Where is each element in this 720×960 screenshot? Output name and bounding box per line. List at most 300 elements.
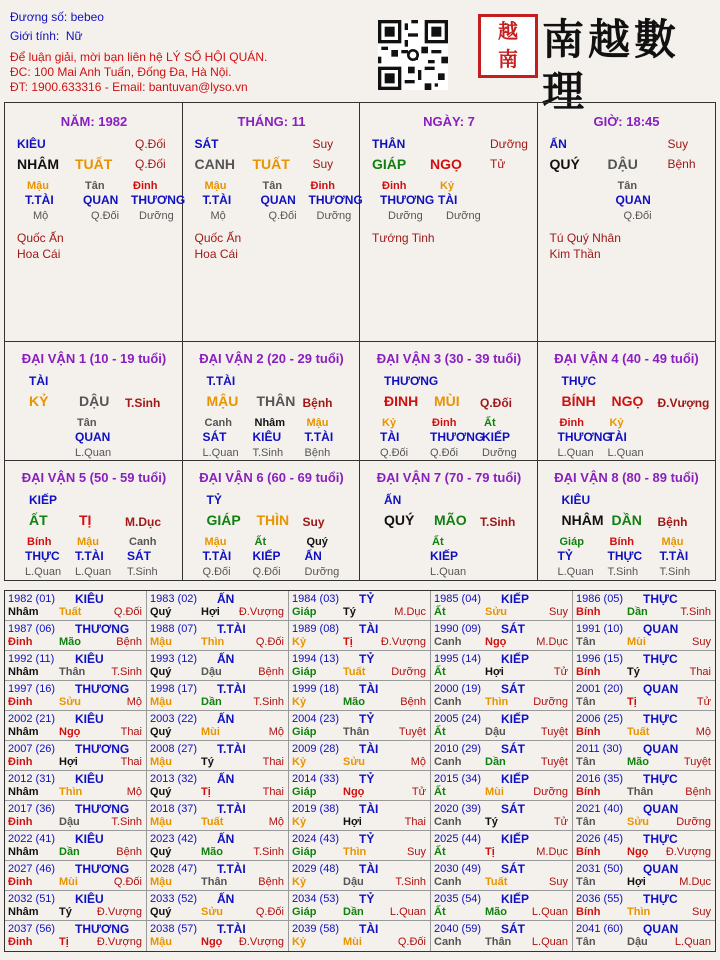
pillar-extra-star: Tướng Tinh [372, 231, 435, 245]
year-cell [147, 591, 289, 620]
year-star: SÁT [501, 802, 525, 816]
year-state: Mộ [268, 726, 284, 738]
year-label: 2006 (25) [576, 713, 624, 725]
year-branch: Tuất [485, 876, 508, 888]
year-branch: Dậu [485, 726, 506, 738]
year-state: T.Sinh [395, 876, 426, 888]
dai-van-stem: KỶ [29, 393, 49, 409]
dai-van-hidden-stem: Ất [484, 417, 496, 429]
year-label: 2022 (41) [8, 833, 56, 845]
year-stem: Canh [434, 636, 462, 648]
year-branch: Dần [59, 846, 80, 858]
year-cell [431, 801, 573, 830]
year-star: THƯƠNG [75, 682, 130, 696]
year-row [5, 771, 715, 801]
owner-name: Đương số: bebeo [10, 10, 104, 24]
year-branch: Tý [343, 606, 356, 618]
year-label: 2001 (20) [576, 683, 624, 695]
year-star: KIÊU [75, 652, 104, 666]
year-cell [5, 711, 147, 740]
year-branch: Dần [343, 906, 364, 918]
year-stem: Ất [434, 906, 446, 918]
year-branch: Mão [201, 846, 223, 858]
year-cell [431, 771, 573, 800]
year-star: THƯƠNG [75, 742, 130, 756]
year-branch: Ngọ [343, 786, 365, 798]
year-star: KIẾP [501, 712, 530, 726]
dai-van-branch: DẬU [79, 393, 110, 409]
year-star: ẤN [217, 712, 235, 726]
dai-van-title: ĐẠI VẬN 6 (60 - 69 tuổi) [199, 470, 344, 485]
year-state: Đ.Vượng [96, 936, 142, 948]
dai-van-star: KIÊU [561, 493, 591, 507]
pillars-row [5, 103, 715, 342]
dai-van-hidden-stem: Đinh [559, 417, 584, 429]
year-cell [147, 711, 289, 740]
hidden-state: Q.Đối [91, 210, 120, 222]
hidden-state: Mộ [210, 210, 226, 222]
year-stem: Nhâm [8, 726, 39, 738]
year-state: T.Sinh [111, 816, 142, 828]
year-label: 2037 (56) [8, 923, 56, 935]
year-state: Suy [549, 876, 568, 888]
dai-van-hidden-stem: Bính [609, 536, 634, 548]
year-stem: Canh [434, 816, 462, 828]
hidden-state: Dưỡng [139, 210, 174, 222]
hidden-state: Q.Đối [268, 210, 297, 222]
pillar-branch: DẬU [607, 156, 638, 172]
year-stem: Tân [576, 636, 596, 648]
year-state: Mộ [126, 696, 142, 708]
year-stem: Tân [576, 816, 596, 828]
pillar-title: NĂM: 1982 [60, 114, 128, 129]
year-star: THƯƠNG [75, 922, 130, 936]
annual-luck-table [4, 590, 716, 952]
year-state: Mộ [410, 756, 426, 768]
pillar-stem: NHÂM [17, 156, 59, 172]
dai-van-star: KIẾP [29, 493, 58, 507]
year-star: KIÊU [75, 832, 104, 846]
dai-van-hidden-god: ẤN [304, 549, 322, 563]
dai-van-hidden-stem: Mậu [661, 536, 684, 548]
year-branch: Mão [343, 696, 365, 708]
year-label: 1997 (16) [8, 683, 56, 695]
dai-van-hidden-state: Dưỡng [304, 566, 340, 578]
dai-van-star: THỰC [561, 374, 597, 388]
dai-van-stem: ẤT [29, 512, 48, 528]
year-state: Bệnh [258, 666, 284, 678]
year-state: Đ.Vượng [238, 936, 284, 948]
hidden-stem: Mậu [27, 180, 49, 192]
year-star: T.TÀI [217, 802, 246, 816]
year-state: Tử [696, 696, 711, 708]
year-cell [289, 621, 431, 650]
year-branch: Hợi [485, 666, 504, 678]
year-branch: Ngọ [485, 636, 507, 648]
hidden-god: TÀI [438, 193, 458, 207]
dai-van-hidden-god: THỰC [607, 549, 643, 563]
year-label: 1992 (11) [8, 653, 55, 665]
hidden-state: Q.Đối [623, 210, 652, 222]
dai-van-hidden-stem: Kỷ [609, 417, 624, 429]
year-row [5, 891, 715, 921]
year-state: Đ.Vượng [665, 846, 711, 858]
year-state: M.Dục [536, 846, 568, 858]
dai-van-hidden-stem: Canh [204, 417, 232, 429]
year-star: T.TÀI [217, 742, 246, 756]
pillar-day [360, 103, 538, 342]
year-cell [289, 711, 431, 740]
year-state: T.Sinh [253, 696, 284, 708]
dai-van-hidden-stem: Canh [129, 536, 157, 548]
dai-van-stem: QUÝ [384, 512, 415, 528]
year-label: 2038 (57) [150, 923, 198, 935]
year-stem: Canh [434, 876, 462, 888]
pillar-branch-god: Q.Đối [135, 157, 166, 171]
year-star: KIÊU [75, 772, 104, 786]
hidden-stem: Mậu [204, 180, 227, 192]
dai-van-hidden-stem: Bính [27, 536, 52, 548]
dai-van-hidden-state: Q.Đối [380, 447, 409, 459]
year-cell [147, 891, 289, 920]
year-stem: Nhâm [8, 786, 39, 798]
year-row [5, 621, 715, 651]
year-cell [573, 681, 715, 710]
year-stem: Quý [150, 846, 172, 858]
year-cell [147, 801, 289, 830]
year-star: TÀI [359, 802, 379, 816]
year-stem: Mậu [150, 816, 172, 828]
year-star: TỶ [359, 832, 375, 846]
year-stem: Quý [150, 906, 172, 918]
year-star: ẤN [217, 592, 235, 606]
year-star: T.TÀI [217, 922, 246, 936]
gender-line [10, 29, 83, 44]
year-stem: Quý [150, 606, 172, 618]
dai-van-branch: DẦN [611, 512, 642, 528]
year-cell [289, 921, 431, 951]
year-star: TỶ [359, 592, 375, 606]
year-label: 2027 (46) [8, 863, 56, 875]
year-stem: Đinh [8, 816, 33, 828]
dai-van-hidden-state: T.Sinh [127, 566, 158, 578]
year-label: 2040 (59) [434, 923, 482, 935]
year-stem: Ất [434, 666, 446, 678]
year-state: Tuyệt [540, 756, 568, 768]
dai-van-hidden-state: T.Sinh [252, 447, 284, 459]
year-star: SÁT [501, 742, 525, 756]
dai-van-hidden-stem: Nhâm [254, 417, 286, 429]
year-cell [573, 771, 715, 800]
pillar-branch: TUẤT [75, 156, 113, 172]
year-branch: Thìn [627, 906, 651, 918]
year-cell [431, 591, 573, 620]
year-branch: Sửu [485, 606, 508, 618]
year-branch: Mùi [485, 786, 504, 798]
hidden-god: T.TÀI [25, 193, 54, 207]
year-label: 2011 (30) [576, 743, 623, 755]
hidden-god: QUAN [615, 193, 651, 207]
dai-van-hidden-stem: Ất [254, 536, 267, 548]
dai-van-hidden-state: L.Quan [557, 447, 594, 459]
year-branch: Tị [343, 636, 353, 648]
year-star: QUAN [643, 802, 679, 816]
year-label: 2020 (39) [434, 803, 482, 815]
year-cell [573, 921, 715, 951]
chart-grid [4, 102, 716, 581]
year-label: 2013 (32) [150, 773, 198, 785]
year-state: Q.Đối [113, 876, 142, 888]
dai-van-title: ĐẠI VẬN 7 (70 - 79 tuổi) [376, 470, 522, 485]
year-branch: Dậu [201, 666, 222, 678]
year-star: T.TÀI [217, 622, 246, 636]
year-state: Tuyệt [540, 726, 568, 738]
year-stem: Nhâm [8, 846, 39, 858]
year-stem: Tân [576, 936, 596, 948]
year-state: Suy [692, 906, 711, 918]
pillar-branch-god: Bệnh [667, 157, 696, 171]
year-cell [573, 801, 715, 830]
year-branch: Tị [59, 936, 69, 948]
dai-van-branch-god: Đ.Vượng [657, 396, 710, 410]
dai-van-branch-god: Q.Đối [480, 396, 512, 410]
year-star: KIẾP [501, 832, 530, 846]
year-state: Q.Đối [255, 906, 284, 918]
hidden-state: Mộ [33, 210, 49, 222]
year-stem: Kỷ [292, 936, 307, 948]
year-branch: Thân [485, 936, 512, 948]
year-label: 2016 (35) [576, 773, 624, 785]
year-branch: Sửu [627, 816, 650, 828]
year-stem: Giáp [292, 606, 317, 618]
dai-van-title: ĐẠI VẬN 3 (30 - 39 tuổi) [376, 351, 522, 366]
year-state: Tử [553, 816, 568, 828]
year-branch: Tuất [201, 816, 224, 828]
year-star: KIẾP [501, 592, 530, 606]
year-stem: Giáp [292, 846, 317, 858]
year-cell [147, 861, 289, 890]
year-star: THỰC [643, 892, 678, 906]
year-label: 1985 (04) [434, 593, 482, 605]
dai-van-hidden-state: L.Quan [25, 566, 62, 578]
year-cell [573, 891, 715, 920]
pillar-extra-star: Tú Quý Nhân [549, 231, 621, 245]
hidden-stem: Tân [262, 180, 283, 192]
year-label: 1999 (18) [292, 683, 340, 695]
dai-van-hidden-state: Q.Đối [252, 566, 281, 578]
pillar-title: GIỜ: 18:45 [593, 114, 660, 129]
year-stem: Kỷ [292, 696, 307, 708]
year-branch: Tị [485, 846, 495, 858]
pillar-extra-star: Hoa Cái [17, 247, 61, 261]
pillar-branch-god: Suy [312, 157, 334, 171]
year-branch: Thìn [201, 636, 225, 648]
dai-van-stem: ĐINH [384, 393, 419, 409]
year-state: Thai [689, 666, 711, 678]
dai-van-branch: NGỌ [611, 393, 644, 409]
year-state: L.Quan [389, 906, 426, 918]
year-branch: Thân [343, 726, 370, 738]
year-cell [147, 621, 289, 650]
qr-code-icon [378, 20, 448, 90]
year-star: TỶ [359, 892, 375, 906]
pillar-branch: NGỌ [430, 156, 462, 172]
year-branch: Dần [627, 606, 648, 618]
year-label: 2012 (31) [8, 773, 56, 785]
dai-van-hidden-god: TỶ [557, 549, 573, 563]
year-stem: Ất [434, 846, 446, 858]
year-state: Thai [404, 816, 426, 828]
hidden-god: QUAN [260, 193, 296, 207]
year-cell [289, 771, 431, 800]
year-label: 1998 (17) [150, 683, 198, 695]
year-label: 1991 (10) [576, 623, 624, 635]
year-star: KIÊU [75, 892, 104, 906]
pillar-stem-god: Suy [312, 137, 334, 151]
year-label: 1994 (13) [292, 653, 340, 665]
year-cell [5, 801, 147, 830]
year-cell [289, 801, 431, 830]
year-stem: Bính [576, 666, 601, 678]
dai-van-hidden-state: T.Sinh [607, 566, 639, 578]
dai-van-row-1 [5, 342, 715, 461]
year-state: Thai [262, 786, 284, 798]
year-star: ẤN [217, 892, 235, 906]
year-cell [289, 591, 431, 620]
year-label: 1990 (09) [434, 623, 482, 635]
year-label: 2036 (55) [576, 893, 624, 905]
year-state: Thai [262, 756, 284, 768]
red-seal-stamp: 越 南 [478, 14, 538, 78]
year-stem: Mậu [150, 876, 172, 888]
year-label: 2007 (26) [8, 743, 56, 755]
year-stem: Bính [576, 786, 601, 798]
year-stem: Bính [576, 606, 601, 618]
year-label: 2009 (28) [292, 743, 340, 755]
contact-note: Để luận giải, mời bạn liên hệ LÝ SỐ HỘI QUÁN. [10, 50, 268, 64]
year-cell [289, 651, 431, 680]
pillar-main-star: ẤN [549, 137, 567, 151]
year-label: 2026 (45) [576, 833, 624, 845]
year-cell [5, 921, 147, 951]
year-state: T.Sinh [253, 846, 284, 858]
year-label: 2014 (33) [292, 773, 340, 785]
year-cell [147, 921, 289, 951]
year-state: Bệnh [400, 696, 426, 708]
dai-van-hidden-god: T.TÀI [304, 430, 334, 444]
pillar-stem-god: Q.Đối [135, 137, 166, 151]
year-cell [5, 651, 147, 680]
year-star: THỰC [643, 832, 678, 846]
year-star: QUAN [643, 742, 679, 756]
year-stem: Giáp [292, 726, 317, 738]
year-label: 2008 (27) [150, 743, 198, 755]
year-branch: Hợi [201, 606, 220, 618]
dai-van-hidden-state: Dưỡng [482, 447, 517, 459]
year-stem: Canh [434, 756, 462, 768]
dai-van-hidden-stem: Mậu [306, 417, 329, 429]
year-stem: Bính [576, 846, 601, 858]
year-cell [147, 651, 289, 680]
year-row [5, 711, 715, 741]
year-star: THƯƠNG [75, 802, 130, 816]
dai-van-star: THƯƠNG [384, 374, 439, 388]
year-star: ẤN [217, 652, 235, 666]
hidden-god: THƯƠNG [131, 193, 186, 207]
year-label: 2033 (52) [150, 893, 198, 905]
year-cell [289, 681, 431, 710]
year-cell [289, 891, 431, 920]
year-star: SÁT [501, 862, 525, 876]
year-stem: Bính [576, 726, 601, 738]
year-cell [431, 651, 573, 680]
dai-van-hidden-god: KIẾP [482, 430, 511, 444]
year-branch: Ngọ [627, 846, 649, 858]
pillar-stem: GIÁP [372, 156, 407, 172]
year-stem: Kỷ [292, 876, 307, 888]
year-stem: Đinh [8, 696, 33, 708]
year-state: Đ.Vượng [238, 606, 284, 618]
year-branch: Thân [627, 786, 654, 798]
hidden-state: Dưỡng [446, 210, 481, 222]
hidden-stem: Đinh [382, 180, 407, 192]
year-cell [5, 621, 147, 650]
year-state: Mộ [126, 786, 142, 798]
year-stem: Tân [576, 696, 596, 708]
year-label: 2000 (19) [434, 683, 482, 695]
dai-van-hidden-state: L.Quan [202, 447, 239, 459]
dai-van-hidden-state: L.Quan [75, 566, 112, 578]
year-row [5, 741, 715, 771]
year-label: 2039 (58) [292, 923, 340, 935]
year-state: Đ.Vượng [96, 906, 142, 918]
year-star: THƯƠNG [75, 862, 130, 876]
year-branch: Thìn [485, 696, 509, 708]
year-star: T.TÀI [217, 862, 246, 876]
year-state: Suy [549, 606, 568, 618]
year-cell [5, 891, 147, 920]
hidden-stem: Đinh [133, 180, 158, 192]
dai-van-branch: TỊ [79, 512, 92, 528]
dai-van-hidden-god: KIẾP [430, 549, 459, 563]
year-star: TÀI [359, 742, 379, 756]
dai-van-hidden-stem: Kỷ [382, 417, 397, 429]
dai-van-hidden-stem: Mậu [204, 536, 227, 548]
year-label: 2018 (37) [150, 803, 198, 815]
year-label: 2021 (40) [576, 803, 624, 815]
year-label: 2010 (29) [434, 743, 482, 755]
dai-van-hidden-god: KIẾP [252, 549, 281, 563]
dai-van-hidden-god: T.TÀI [202, 549, 232, 563]
pillar-extra-star: Quốc Ấn [194, 231, 242, 245]
pillar-main-star: KIÊU [17, 137, 46, 151]
year-label: 2004 (23) [292, 713, 340, 725]
dai-van-branch-god: Bệnh [657, 515, 688, 529]
year-star: SÁT [501, 682, 525, 696]
dai-van-hidden-state: Q.Đối [430, 447, 459, 459]
year-label: 1993 (12) [150, 653, 198, 665]
hidden-stem: Tân [85, 180, 105, 192]
year-state: Bệnh [116, 636, 142, 648]
year-state: Bệnh [116, 846, 142, 858]
year-state: Dưỡng [391, 666, 426, 678]
hidden-stem: Kỷ [440, 180, 455, 192]
dai-van-hidden-state: T.Sinh [659, 566, 691, 578]
pillar-main-star: SÁT [194, 137, 219, 151]
year-star: THỰC [643, 592, 678, 606]
year-branch: Tý [201, 756, 214, 768]
year-state: T.Sinh [680, 606, 711, 618]
